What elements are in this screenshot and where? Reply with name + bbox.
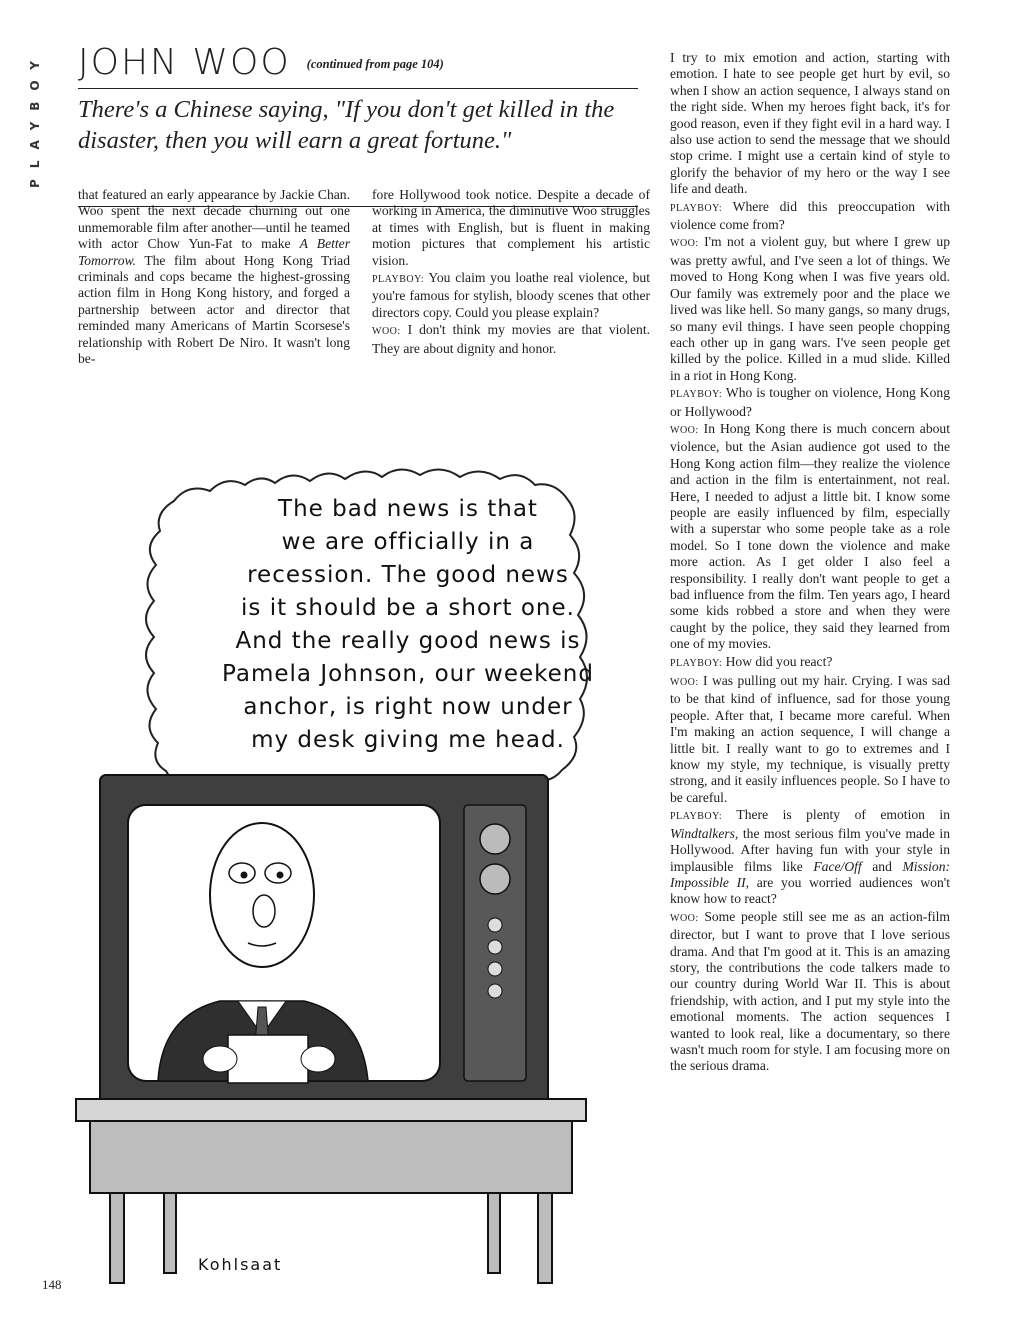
interview-answer: WOO: In Hong Kong there is much concern about violence, but the Asian audience got used to the Hong Kong action film—they realize the violence and action in the film is entertainment, not real. Here, I needed to adjust a little bit. I know some people are easily influenced by film, especially with a superstar who some people take as a role model. So I tone down the violence and make more action. As I get older I also feel a responsibility. I really don't want people to get a bad influence from the film. Ten years ago, I heard some kids robbed a store and when they were caught by the police, they said they learned from one of my movies. <box>670 420 950 652</box>
caption-line: recession. The good news <box>247 562 569 588</box>
speaker-label: PLAYBOY: <box>670 811 723 823</box>
film-title: Mission: Impossible II <box>670 858 951 890</box>
speaker-label: PLAYBOY: <box>670 657 723 669</box>
speaker-label: WOO: <box>670 912 699 924</box>
column-paragraph: fore Hollywood took notice. Despite a decade of working in America, the diminutive Woo struggles at times with English, but is fluent in making motion pictures that complement his artistic vision. <box>372 187 650 268</box>
interview-question: PLAYBOY: Where did this preoccupation with violence come from? <box>670 198 950 233</box>
cartoonist-signature: Kohlsaat <box>198 1255 283 1274</box>
interview-question: PLAYBOY: There is plenty of emotion in Windtalkers, the most serious film you've made in Hollywood. After having fun with your style in implausible films like Face/Off and Mission: Impossible II, are you worried audiences won't know how to react? <box>670 807 951 907</box>
article-header <box>78 42 650 154</box>
tv-knob <box>488 918 502 932</box>
interview-question: PLAYBOY: Who is tougher on violence, Hong Kong or Hollywood? <box>670 385 951 419</box>
caption-line: is it should be a short one. <box>241 595 575 621</box>
interview-answer: WOO: Some people still see me as an action-film director, but I want to prove that I love serious drama. And that I'm good at it. This is an amazing story, the contributions the code talkers made to our country during World War II. This is about friendship, with action, and I put my style into the emotional moments. The action sequences I wanted to look real, like a documentary, so there wasn't much room for style. I am focusing more on the serious drama. <box>670 908 950 1074</box>
interview-answer: I try to mix emotion and action, starting with emotion. I hate to see people get hurt by evil, so when I show an action sequence, I always stand on the right side. When my heroes fight back, it's for good reason, even if they fight evil in a hard way. I also use action to send the message that we should stop crime. I might use a certain kind of style to glorify the behavior of my hero or the way I see life and death. <box>670 50 950 197</box>
speaker-label: WOO: <box>670 677 699 689</box>
article-column-3 <box>670 50 950 1075</box>
interview-question: PLAYBOY: How did you react? <box>670 653 833 669</box>
pull-quote: There's a Chinese saying, "If you don't get killed in the disaster, then you will earn a great fortune." <box>78 96 615 154</box>
tv-stand-leg <box>538 1193 552 1283</box>
caption-line: we are officially in a <box>281 529 535 555</box>
tv-knob <box>488 940 502 954</box>
film-title: Face/Off <box>813 858 862 874</box>
column-paragraph: that featured an early appearance by Jackie Chan. Woo spent the next decade churning out one unmemorable film after another—until he teamed with actor Chow Yun-Fat to make A Better Tomorrow. The film about Hong Kong Triad criminals and cops became the highest-grossing action film in Hong Kong history, and forged a partnership between actor and director that reminded many Americans of Martin Scorsese's relationship with Robert De Niro. It wasn't long be- <box>78 187 350 367</box>
speaker-label: WOO: <box>670 238 699 250</box>
interview-answer: WOO: I was pulling out my hair. Crying. I was sad to be that kind of influence, sad for those young people. After that, I became more careful. When I'm making an action sequence, I will change a little bit. I really want to go to extremes and I know my style, my technique, is visually pretty strong, and it easily influences people. So I have to be careful. <box>670 673 950 805</box>
speaker-label: WOO: <box>670 424 699 436</box>
article-title: JOHN WOO <box>78 42 291 83</box>
tv-stand-leg <box>164 1193 176 1273</box>
cartoon-caption <box>188 493 628 757</box>
tv-stand-leg <box>488 1193 500 1273</box>
tv-dial <box>480 864 510 894</box>
tv-stand-top <box>76 1099 586 1121</box>
caption-line: And the really good news is <box>235 628 581 654</box>
anchor-hand <box>301 1046 335 1072</box>
tv-stand-apron <box>90 1121 572 1193</box>
interview-answer: WOO: I'm not a violent guy, but where I grew up was pretty awful, and I've seen a lot of things. We moved to Hong Kong when I was five years old. Our family was extremely poor and the place we lived was like hell. So many gangs, so many drugs, so many evil things. I have seen people chopping each other up in gang wars. I've seen people get killed by the police. Killed in a mud slide. Killed in a riot in Hong Kong. <box>670 234 950 383</box>
header-rule-top <box>78 88 638 89</box>
anchor-nose <box>253 895 275 927</box>
article-column-1 <box>78 187 350 367</box>
caption-line: my desk giving me head. <box>251 727 565 753</box>
tv-dial <box>480 824 510 854</box>
speaker-label: PLAYBOY: <box>670 389 723 401</box>
speaker-label: WOO: <box>372 326 401 338</box>
speaker-label: PLAYBOY: <box>670 202 723 214</box>
anchor-pupil <box>241 872 248 879</box>
caption-line: Pamela Johnson, our weekend <box>222 661 594 687</box>
tv-stand-leg <box>110 1193 124 1283</box>
caption-line: anchor, is right now under <box>243 694 573 720</box>
film-title: Windtalkers <box>670 825 735 841</box>
news-script-paper <box>228 1035 308 1083</box>
tv-knob <box>488 984 502 998</box>
interview-question: PLAYBOY: You claim you loathe real violence, but you're famous for stylish, bloody scenes that other directors copy. Could you please explain? <box>372 270 650 320</box>
article-column-2 <box>372 187 650 357</box>
continued-note: (continued from page 104) <box>306 57 444 71</box>
magazine-side-title: PLAYBOY <box>28 50 42 188</box>
tv-knob <box>488 962 502 976</box>
interview-answer: WOO: I don't think my movies are that violent. They are about dignity and honor. <box>372 322 650 356</box>
anchor-hand <box>203 1046 237 1072</box>
anchor-pupil <box>277 872 284 879</box>
film-title: A Better Tomorrow. <box>78 236 350 268</box>
page-number: 148 <box>42 1277 62 1292</box>
speaker-label: PLAYBOY: <box>372 274 425 286</box>
caption-line: The bad news is that <box>278 496 538 522</box>
